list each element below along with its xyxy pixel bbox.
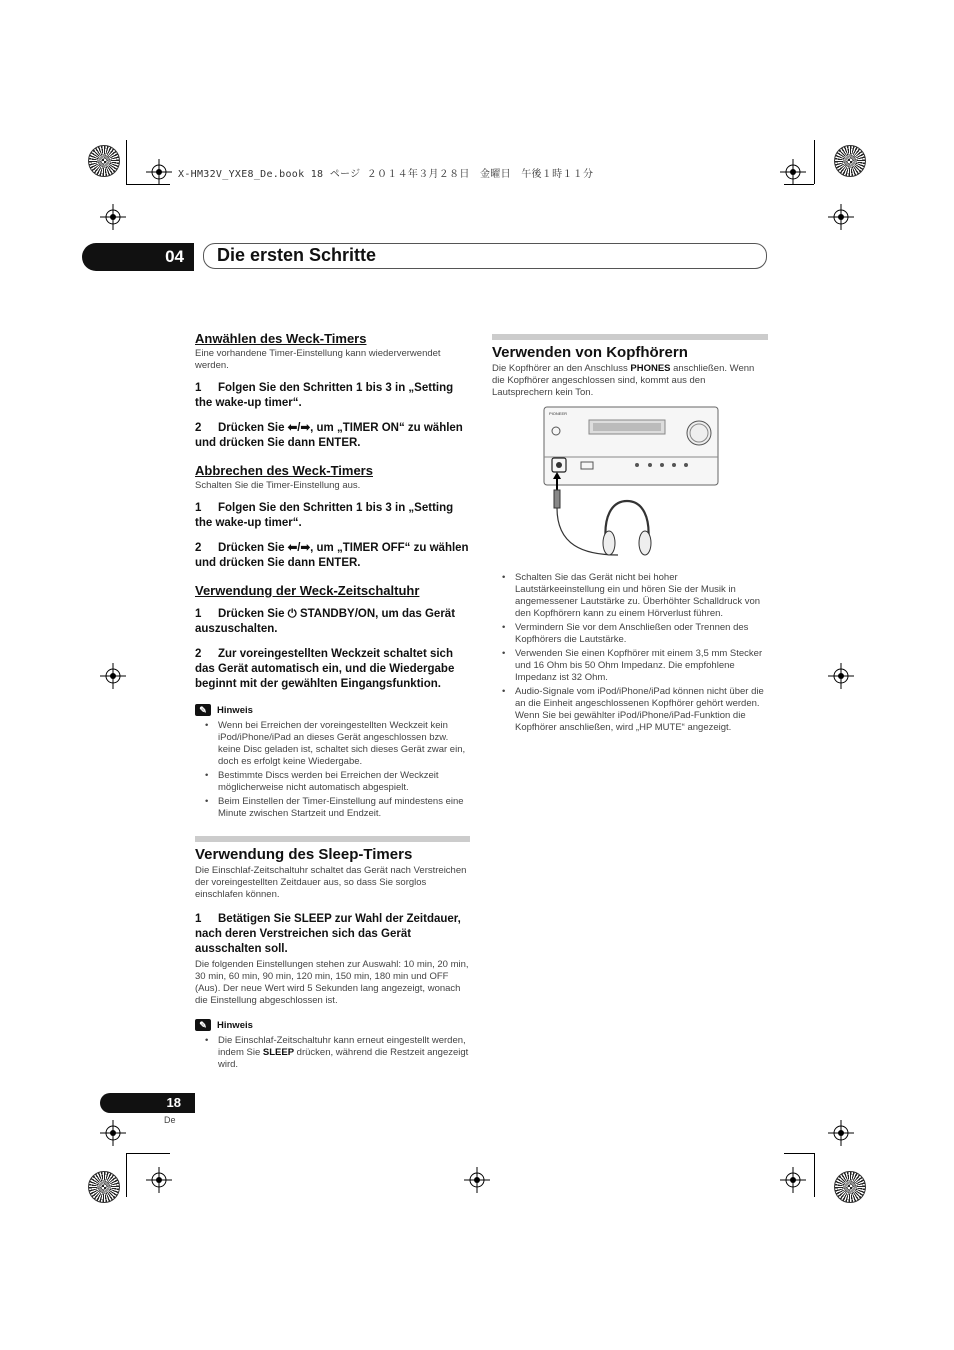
color-registration-icon bbox=[834, 1171, 866, 1203]
section-title: Abbrechen des Weck-Timers bbox=[195, 463, 373, 478]
chapter-title: Die ersten Schritte bbox=[217, 245, 377, 265]
step: 2 Drücken Sie ⬅/➡, um „TIMER ON“ zu wählen und drücken Sie dann ENTER. bbox=[195, 422, 463, 449]
registration-mark-icon bbox=[828, 204, 854, 230]
section-intro: Schalten Sie die Timer-Einstellung aus. bbox=[195, 480, 361, 491]
print-header: X-HM32V_YXE8_De.book 18 ページ ２０１４年３月２８日 金曜日 午後１時１１分 bbox=[178, 169, 594, 180]
note-item: • Schalten Sie das Gerät nicht bei hoher Lautstärkeeinstellung ein und hören Sie der Musik in angemessener Lautstärke zu. Überhöhter Schalldruck von den Kopfhörern kann zu einem Hörverlust führen. bbox=[515, 572, 768, 620]
step: 1 Betätigen Sie SLEEP zur Wahl der Zeitdauer, nach deren Verstreichen sich das Gerät ausschalten soll. bbox=[195, 913, 461, 955]
color-registration-icon bbox=[834, 145, 866, 177]
registration-mark-icon bbox=[828, 663, 854, 689]
headphones-notes bbox=[492, 572, 768, 736]
registration-mark-icon bbox=[100, 204, 126, 230]
section-wake-timer-cancel bbox=[195, 463, 470, 571]
svg-text:PIONEER: PIONEER bbox=[549, 411, 568, 416]
note-item: • Vermindern Sie vor dem Anschließen oder Trennen des Kopfhörers die Lautstärke. bbox=[515, 622, 768, 646]
section-wake-timer-use bbox=[195, 583, 470, 820]
note-item: • Bestimmte Discs werden bei Erreichen der Weckzeit möglicherweise nicht automatisch abgespielt. bbox=[218, 770, 470, 794]
headphones-section bbox=[492, 344, 768, 399]
note-icon: ✎ bbox=[195, 1019, 211, 1031]
note-list bbox=[492, 572, 768, 734]
registration-mark-icon bbox=[828, 1120, 854, 1146]
page-language: De bbox=[164, 1115, 176, 1125]
note-icon: ✎ bbox=[195, 704, 211, 716]
headphone-connection-illustration bbox=[543, 405, 723, 570]
registration-mark-icon bbox=[780, 159, 806, 185]
step: 2 Drücken Sie ⬅/➡, um „TIMER OFF“ zu wählen und drücken Sie dann ENTER. bbox=[195, 542, 469, 569]
page-number: 18 bbox=[100, 1093, 195, 1113]
registration-mark-icon bbox=[146, 1167, 172, 1193]
registration-mark-icon bbox=[780, 1167, 806, 1193]
chapter-number: 04 bbox=[82, 243, 194, 271]
note-item: • Wenn bei Erreichen der voreingestellten Weckzeit kein iPod/iPhone/iPad an dieses Gerät angeschlossen bzw. keine Disc geladen ist, schaltet sich dieses Gerät zwar ein, doch es erfolgt keine Wiedergabe. bbox=[218, 720, 470, 768]
section-wake-timer-select bbox=[195, 331, 470, 451]
step-detail: Die folgenden Einstellungen stehen zur Auswahl: 10 min, 20 min, 30 min, 60 min, 90 min, 120 min, 150 min, 180 min und OFF (Aus). Der neue Wert wird 5 Sekunden lang angezeigt, wonach die Einstellung abgeschlossen ist. bbox=[195, 959, 469, 1006]
section-title: Verwendung des Sleep-Timers bbox=[195, 846, 413, 863]
section-intro: Die Einschlaf-Zeitschaltuhr schaltet das Gerät nach Verstreichen der voreingestellten Zeitdauer aus, so dass Sie sorglos einschlafen können. bbox=[195, 865, 467, 900]
color-registration-icon bbox=[88, 145, 120, 177]
registration-mark-icon bbox=[146, 159, 172, 185]
color-registration-icon bbox=[88, 1171, 120, 1203]
step: 1 Drücken Sie ⏻ STANDBY/ON, um das Gerät auszuschalten. bbox=[195, 608, 456, 635]
section-title: Anwählen des Weck-Timers bbox=[195, 331, 367, 346]
registration-mark-icon bbox=[100, 1120, 126, 1146]
left-column bbox=[195, 331, 470, 822]
section-intro: Die Kopfhörer an den Anschluss PHONES anschließen. Wenn die Kopfhörer angeschlossen sind, kommt aus den Lautsprechern kein Ton. bbox=[492, 363, 755, 398]
registration-mark-icon bbox=[464, 1167, 490, 1193]
step: 1 Folgen Sie den Schritten 1 bis 3 in „Setting the wake-up timer“. bbox=[195, 502, 454, 529]
section-divider bbox=[492, 334, 768, 340]
note-item: • Audio-Signale vom iPod/iPhone/iPad können nicht über die an die Einheit angeschlossenen Kopfhörer gehört werden. Wenn Sie bei gewählter iPod/iPhone/iPad-Funktion die Kopfhörer anschließen, wird „HP MUTE“ angezeigt. bbox=[515, 686, 768, 734]
sleep-timer-section bbox=[195, 846, 470, 1073]
registration-mark-icon bbox=[100, 663, 126, 689]
section-title: Verwendung der Weck-Zeitschaltuhr bbox=[195, 583, 420, 598]
section-divider bbox=[195, 836, 470, 842]
step: 1 Folgen Sie den Schritten 1 bis 3 in „Setting the wake-up timer“. bbox=[195, 382, 454, 409]
step: 2 Zur voreingestellten Weckzeit schaltet sich das Gerät automatisch ein, und die Wiedergabe beginnt mit der gewählten Eingangsfunktion. bbox=[195, 648, 455, 690]
note-item: • Die Einschlaf-Zeitschaltuhr kann erneut eingestellt werden, indem Sie SLEEP drücken, während die Restzeit angezeigt wird. bbox=[218, 1035, 470, 1071]
note-item: • Beim Einstellen der Timer-Einstellung auf mindestens eine Minute zwischen Startzeit und Endzeit. bbox=[218, 796, 470, 820]
note-header: ✎ Hinweis bbox=[195, 704, 470, 716]
section-title: Verwenden von Kopfhörern bbox=[492, 344, 688, 361]
note-item: • Verwenden Sie einen Kopfhörer mit einem 3,5 mm Stecker und 16 Ohm bis 50 Ohm Impedanz. Die empfohlene Impedanz ist 32 Ohm. bbox=[515, 648, 768, 684]
note-header: ✎ Hinweis bbox=[195, 1019, 470, 1031]
note-list bbox=[195, 720, 470, 820]
note-list bbox=[195, 1035, 470, 1071]
section-intro: Eine vorhandene Timer-Einstellung kann wiederverwendet werden. bbox=[195, 348, 441, 371]
